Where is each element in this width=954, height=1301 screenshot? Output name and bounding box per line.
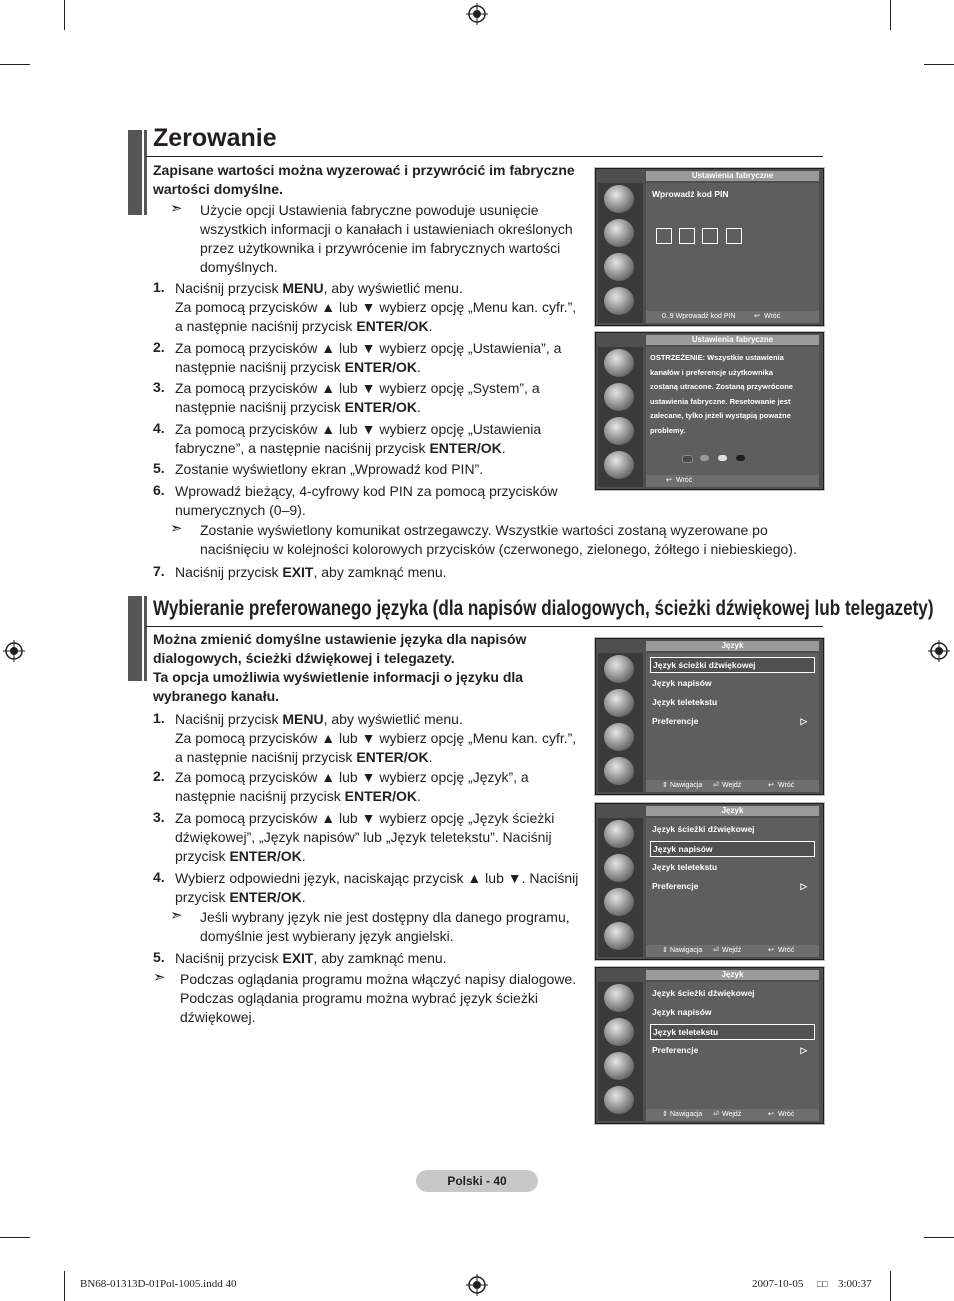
sound-icon: [604, 854, 634, 882]
screen-header: Język: [646, 970, 819, 980]
screen-content: [646, 183, 819, 323]
sound-icon: [604, 383, 634, 411]
picture-icon: [604, 820, 634, 848]
step-number: 6.: [153, 482, 165, 498]
registration-mark-icon: [928, 640, 950, 662]
screen-footer: [646, 945, 819, 957]
color-buttons: [682, 455, 762, 461]
setup-icon: [604, 451, 634, 479]
return-icon: ↩: [754, 313, 760, 320]
screen-content: [646, 982, 819, 1121]
step-1-text: Naciśnij przycisk MENU, aby wyświetlić menu. Za pomocą przycisków ▲ lub ▼ wybierz opcję „Menu kan. cyfr.”, a następnie naciśnij przycisk ENTER/OK.: [175, 280, 577, 334]
menu-icon-column: [598, 818, 643, 957]
step-4-text: Wybierz odpowiedni język, naciskając przycisk ▲ lub ▼. Naciśnij przycisk ENTER/OK.: [175, 870, 579, 905]
footer-enter: Wejdź: [722, 782, 742, 789]
step-number: 3.: [153, 809, 165, 825]
pin-digit-box: [656, 228, 672, 244]
footer-back: Wróć: [764, 313, 781, 320]
menu-item[interactable]: Język napisów: [650, 841, 815, 857]
setup-icon: [604, 1086, 634, 1114]
enter-icon: ⏎: [713, 1111, 719, 1118]
crop-mark: [890, 0, 891, 30]
step-5-text: Naciśnij przycisk EXIT, aby zamknąć menu.: [175, 950, 447, 966]
footer-back: Wróć: [778, 1111, 795, 1118]
step-3-text: Za pomocą przycisków ▲ lub ▼ wybierz opcję „System”, a następnie naciśnij przycisk ENTER/OK.: [175, 380, 540, 415]
screen-footer: [646, 1109, 819, 1121]
screen-header: Język: [646, 641, 819, 651]
menu-item[interactable]: Język napisów: [652, 1007, 712, 1017]
crop-mark: [64, 0, 65, 30]
footer-nav: Nawigacja: [670, 782, 703, 789]
registration-mark-icon: [466, 1274, 488, 1296]
picture-icon: [604, 349, 634, 377]
screen-content: [646, 653, 819, 792]
return-icon: ↩: [768, 947, 774, 954]
step-number: 2.: [153, 339, 165, 355]
step-number: 7.: [153, 563, 165, 579]
color-dot-1: [682, 455, 693, 463]
sound-icon: [604, 689, 634, 717]
crop-mark: [924, 1237, 954, 1238]
print-glyph-boxes: □□: [817, 1279, 828, 1289]
tv-screen-language: [595, 803, 824, 960]
color-dot-2: [700, 455, 709, 461]
channel-icon: [604, 888, 634, 916]
crop-mark: [890, 1271, 891, 1301]
screen-header: Ustawienia fabryczne: [646, 335, 819, 345]
step-number: 1.: [153, 710, 165, 726]
intro-text: Można zmienić domyślne ustawienie języka dla napisów dialogowych, ścieżki dźwiękowej i telegazety. Ta opcja umożliwia wyświetlenie informacji o języku dla wybranego kanału.: [153, 631, 527, 704]
title-rule: [146, 156, 823, 157]
step-number: 5.: [153, 460, 165, 476]
footer-back: Wróć: [778, 947, 795, 954]
pin-digit-box: [679, 228, 695, 244]
crop-mark: [0, 64, 30, 65]
tv-screen-pin: [595, 168, 824, 326]
crop-mark: [924, 64, 954, 65]
step-4-text: Za pomocą przycisków ▲ lub ▼ wybierz opcję „Ustawienia fabryczne”, a następnie naciśnij przycisk ENTER/OK.: [175, 421, 542, 456]
tv-screen-language: [595, 967, 824, 1124]
pin-digit-box: [726, 228, 742, 244]
menu-icon-column: [598, 347, 643, 487]
note-text: Jeśli wybrany język nie jest dostępny dla danego programu, domyślnie jest wybierany język angielski.: [200, 909, 570, 944]
note-2-text: Zostanie wyświetlony komunikat ostrzegawczy. Wszystkie wartości zostaną wyzerowane po naciśnięciu w kolejności kolorowych przycisków (czerwonego, zielonego, żółtego i niebieskiego).: [200, 522, 797, 557]
menu-item[interactable]: Język ścieżki dźwiękowej: [652, 824, 755, 834]
menu-item[interactable]: Język napisów: [652, 678, 712, 688]
footer-nav: Nawigacja: [670, 1111, 703, 1118]
footer-nav: Nawigacja: [670, 947, 703, 954]
registration-mark-icon: [3, 640, 25, 662]
note-arrow-icon: ➣: [153, 969, 166, 986]
footer-back: Wróć: [778, 782, 795, 789]
enter-icon: ⏎: [713, 947, 719, 954]
menu-icon-column: [598, 183, 643, 323]
screen-header: Ustawienia fabryczne: [646, 171, 819, 181]
pin-digit-box: [702, 228, 718, 244]
setup-icon: [604, 757, 634, 785]
step-number: 2.: [153, 768, 165, 784]
screen-header: Język: [646, 806, 819, 816]
step-number: 1.: [153, 279, 165, 295]
chevron-right-icon: ▷: [800, 1045, 807, 1055]
step-number: 4.: [153, 869, 165, 885]
step-7-text: Naciśnij przycisk EXIT, aby zamknąć menu.: [175, 564, 447, 580]
navigate-icon: ⇕: [662, 1111, 668, 1118]
step-2-text: Za pomocą przycisków ▲ lub ▼ wybierz opcję „Ustawienia”, a następnie naciśnij przycisk ENTER/OK.: [175, 340, 562, 375]
intro-text: Zapisane wartości można wyzerować i przywrócić im fabryczne wartości domyślne.: [153, 162, 575, 197]
section-title: Wybieranie preferowanego języka (dla napisów dialogowych, ścieżki dźwiękowej lub telegazety): [153, 597, 934, 620]
setup-icon: [604, 922, 634, 950]
return-icon: ↩: [768, 782, 774, 789]
note-text: Użycie opcji Ustawienia fabryczne powoduje usunięcie wszystkich informacji o kanałach i ustawieniach określonych przez użytkownika i przywrócenie im fabrycznych wartości domyślnych.: [200, 202, 573, 275]
screen-footer: [646, 311, 819, 323]
sound-icon: [604, 1018, 634, 1046]
channel-icon: [604, 723, 634, 751]
chevron-right-icon: ▷: [800, 716, 807, 726]
crop-mark: [0, 1237, 30, 1238]
footer-enter: Wejdź: [722, 947, 742, 954]
picture-icon: [604, 185, 634, 213]
final-note-text: Podczas oglądania programu można włączyć napisy dialogowe. Podczas oglądania programu można wybrać język ścieżki dźwiękowej.: [180, 971, 577, 1025]
section-title: Zerowanie: [153, 124, 277, 152]
tv-screen-warning: [595, 332, 824, 490]
title-rule: [146, 626, 823, 627]
picture-icon: [604, 655, 634, 683]
channel-icon: [604, 253, 634, 281]
note-arrow-icon: ➣: [170, 520, 183, 537]
menu-item[interactable]: Preferencje ▷: [652, 716, 807, 726]
print-date: 2007-10-05: [752, 1278, 804, 1290]
channel-icon: [604, 1052, 634, 1080]
footer-enter-pin: 0..9 Wprowadź kod PIN: [662, 313, 736, 320]
print-time: 3:00:37: [838, 1278, 872, 1290]
step-1-text: Naciśnij przycisk MENU, aby wyświetlić menu. Za pomocą przycisków ▲ lub ▼ wybierz opcję „Menu kan. cyfr.”, a następnie naciśnij przycisk ENTER/OK.: [175, 711, 577, 765]
enter-icon: ⏎: [713, 782, 719, 789]
print-file-info: BN68-01313D-01Pol-1005.indd 40: [80, 1278, 237, 1290]
crop-mark: [64, 1271, 65, 1301]
step-number: 5.: [153, 949, 165, 965]
menu-icon-column: [598, 982, 643, 1121]
step-3-text: Za pomocą przycisków ▲ lub ▼ wybierz opcję „Język ścieżki dźwiękowej”, „Język napisów” lub „Język teletekstu”. Naciśnij przycisk ENTER/OK.: [175, 810, 555, 864]
step-number: 4.: [153, 420, 165, 436]
screen-content: [646, 347, 819, 487]
menu-item[interactable]: Język ścieżki dźwiękowej: [650, 657, 815, 673]
menu-item[interactable]: Język teletekstu: [652, 862, 718, 872]
warning-message: OSTRZEŻENIE: Wszystkie ustawienia kanałów i preferencje użytkownika zostaną utracone. Zostaną przywrócone ustawienia fabryczne. Resetowanie jest zalecane, tylko jeżeli wystąpią poważne problemy.: [650, 353, 793, 435]
page-number: Polski - 40: [416, 1170, 538, 1192]
tv-screen-language: [595, 638, 824, 795]
menu-item[interactable]: Język teletekstu: [652, 697, 718, 707]
footer-enter: Wejdź: [722, 1111, 742, 1118]
sound-icon: [604, 219, 634, 247]
navigate-icon: ⇕: [662, 782, 668, 789]
note-arrow-icon: ➣: [170, 907, 183, 924]
pin-label: Wprowadź kod PIN: [652, 189, 729, 199]
step-6-text: Wprowadź bieżący, 4-cyfrowy kod PIN za pomocą przycisków numerycznych (0–9).: [175, 483, 558, 518]
screen-footer: [646, 780, 819, 792]
menu-item[interactable]: Język ścieżki dźwiękowej: [652, 988, 755, 998]
section-bar: [128, 596, 142, 681]
menu-item[interactable]: Preferencje ▷: [652, 1045, 807, 1055]
note-arrow-icon: ➣: [170, 200, 183, 217]
navigate-icon: ⇕: [662, 947, 668, 954]
return-icon: ↩: [666, 477, 672, 484]
footer-back: Wróć: [676, 477, 693, 484]
menu-item[interactable]: Język teletekstu: [650, 1024, 815, 1040]
setup-icon: [604, 287, 634, 315]
screen-footer: [646, 475, 819, 487]
picture-icon: [604, 984, 634, 1012]
section-bar: [128, 130, 142, 215]
color-dot-3: [718, 455, 727, 461]
menu-icon-column: [598, 653, 643, 792]
return-icon: ↩: [768, 1111, 774, 1118]
screen-content: [646, 818, 819, 957]
step-number: 3.: [153, 379, 165, 395]
registration-mark-icon: [466, 3, 488, 25]
step-5-text: Zostanie wyświetlony ekran „Wprowadź kod PIN”.: [175, 461, 484, 477]
menu-item[interactable]: Preferencje ▷: [652, 881, 807, 891]
color-dot-4: [736, 455, 745, 461]
chevron-right-icon: ▷: [800, 881, 807, 891]
channel-icon: [604, 417, 634, 445]
step-2-text: Za pomocą przycisków ▲ lub ▼ wybierz opcję „Język”, a następnie naciśnij przycisk ENTER/OK.: [175, 769, 529, 804]
